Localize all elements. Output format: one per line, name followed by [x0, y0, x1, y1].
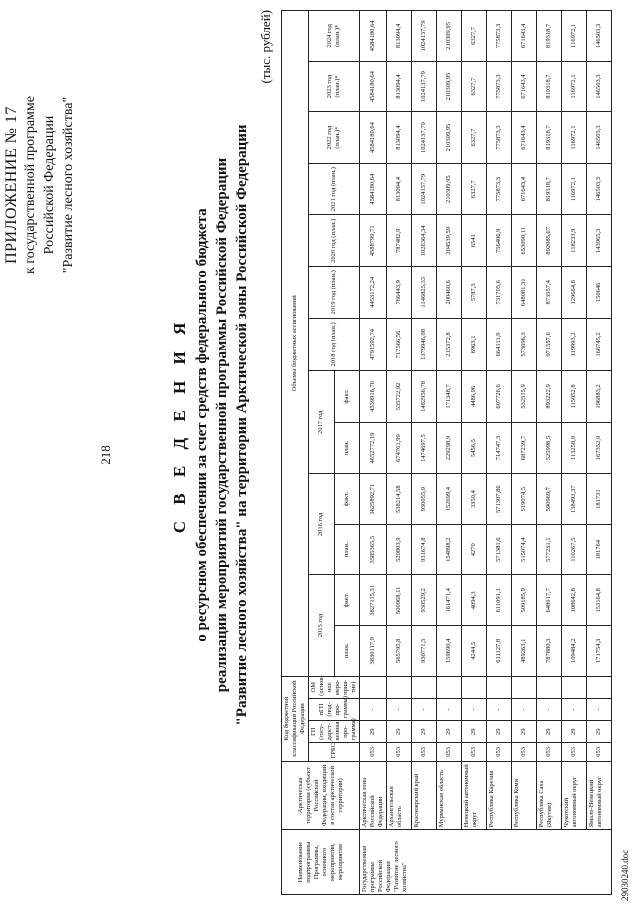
value-cell: 577231,1	[537, 524, 562, 575]
header-fact: факт.	[334, 371, 360, 423]
value-cell: 500968,11	[387, 575, 412, 626]
value-cell: 671643,4	[512, 163, 537, 215]
document-title-line: реализации мероприятий государственной программы Российской Федерации	[214, 157, 230, 693]
value-cell: 532515,9	[512, 371, 537, 423]
value-cell: 181764	[587, 524, 612, 575]
table-row	[487, 11, 512, 895]
value-cell: 153164,8	[587, 575, 612, 626]
value-cell: 200460,6	[437, 267, 462, 319]
value-cell: 607726,6	[487, 371, 512, 423]
value-cell: 813094,4	[387, 61, 412, 112]
grbs-cell: 053	[587, 743, 612, 761]
value-cell: 152699,4	[437, 474, 462, 525]
gp-cell: 29	[437, 721, 462, 743]
grbs-cell: 053	[437, 743, 462, 761]
value-cell: 671643,4	[512, 11, 537, 62]
pgp-cell: -	[512, 698, 537, 720]
value-cell: 573696,3	[512, 318, 537, 371]
value-cell: 892085,67	[537, 215, 562, 267]
pgp-cell: -	[387, 698, 412, 720]
grbs-cell: 053	[387, 743, 412, 761]
value-cell: 116972,1	[562, 112, 587, 164]
value-cell: 1024137,79	[412, 61, 437, 112]
value-cell: 971557,6	[537, 318, 562, 371]
value-cell: 146503,3	[587, 61, 612, 112]
value-cell: 509185,9	[512, 575, 537, 626]
document-title-line: о ресурсном обеспечении за счет средств федерального бюджета	[194, 208, 210, 642]
value-cell: 1026364,34	[412, 215, 437, 267]
value-cell: 146503,3	[587, 163, 612, 215]
header-name: Наименование подпрограммы Программы, основного мероприятия, мероприятия	[282, 830, 360, 895]
value-cell: 116972,1	[562, 163, 587, 215]
header-2016: 2016 год	[309, 474, 335, 575]
value-cell: 775873,3	[487, 11, 512, 62]
value-cell: 611091,1	[487, 575, 512, 626]
gp-cell: 29	[587, 721, 612, 743]
value-cell: 775873,3	[487, 61, 512, 112]
value-cell: 819318,7	[537, 11, 562, 62]
table-row	[437, 11, 462, 895]
value-cell: 717566,56	[387, 318, 412, 371]
value-cell: 167352,9	[587, 422, 612, 474]
value-cell: 215372,8	[437, 318, 462, 371]
territory-cell: Арктическая зона Российской Федерации	[360, 761, 387, 830]
header-volumes: Объемы бюджетных ассигнований	[282, 11, 309, 677]
pgp-cell: -	[487, 698, 512, 720]
value-cell: 4584180,64	[360, 112, 387, 164]
value-cell: 210309,95	[437, 61, 462, 112]
value-cell: 664111,9	[487, 318, 512, 371]
value-cell: 204539,59	[437, 215, 462, 267]
appendix-header	[2, 25, 78, 345]
value-cell: 4270	[462, 524, 487, 575]
gp-cell: 29	[412, 721, 437, 743]
pgp-cell: -	[462, 698, 487, 720]
value-cell: 4584180,64	[360, 163, 387, 215]
header-grbs: ГРБС	[309, 743, 360, 761]
value-cell: 813094,4	[387, 11, 412, 62]
header-plan: план.	[334, 626, 360, 677]
territory-cell: Ненецкий автономный округ	[462, 761, 487, 830]
grbs-cell: 053	[537, 743, 562, 761]
value-cell: 930771,5	[412, 626, 437, 677]
value-cell: 6327,7	[462, 112, 487, 164]
om-cell	[462, 676, 487, 698]
value-cell: 119993,2	[562, 318, 587, 371]
table-row	[587, 11, 612, 895]
pgp-cell: -	[562, 698, 587, 720]
value-cell: 146503,3	[587, 112, 612, 164]
document-title-line: "Развитие лесного хозяйства" на территории Арктической зоны Российской Федерации	[234, 124, 250, 726]
value-cell: 893222,9	[537, 371, 562, 423]
header-2022: 2022 год (план.)*	[309, 112, 360, 164]
value-cell: 181731	[587, 474, 612, 525]
value-cell: 210309,95	[437, 11, 462, 62]
value-cell: 813094,4	[387, 112, 412, 164]
resource-table	[281, 10, 612, 895]
document-title	[168, 95, 252, 755]
appendix-line: "Развитие лесного хозяйства"	[61, 96, 76, 274]
value-cell: 674761,99	[387, 422, 412, 474]
value-cell: 931674,8	[412, 524, 437, 575]
value-cell: 653090,11	[512, 215, 537, 267]
territory-cell: Архангельская область	[387, 761, 412, 830]
value-cell: 129664,8	[562, 267, 587, 319]
value-cell: 1024137,79	[412, 163, 437, 215]
table-row	[562, 11, 587, 895]
gp-cell: 29	[512, 721, 537, 743]
value-cell: 3830117,9	[360, 626, 387, 677]
value-cell: 229298,9	[437, 422, 462, 474]
header-2023: 2023 год (план.)*	[309, 61, 360, 112]
value-cell: 109484,2	[562, 626, 587, 677]
appendix-line: Российской Федерации	[42, 115, 57, 255]
value-cell: 4584180,64	[360, 61, 387, 112]
value-cell: 6327,7	[462, 163, 487, 215]
gp-cell: 29	[387, 721, 412, 743]
value-cell: 714747,3	[487, 422, 512, 474]
value-cell: 146503,3	[587, 11, 612, 62]
om-cell	[487, 676, 512, 698]
header-2024: 2024 год (план.)*	[309, 11, 360, 62]
value-cell: 819318,7	[537, 163, 562, 215]
value-cell: 565795,8	[387, 626, 412, 677]
value-cell: 4244,5	[462, 626, 487, 677]
value-cell: 775873,3	[487, 163, 512, 215]
grbs-cell: 053	[360, 743, 387, 761]
gp-cell: 29	[537, 721, 562, 743]
header-2019: 2019 год (план.)	[309, 267, 360, 319]
pgp-cell: -	[587, 698, 612, 720]
value-cell: 5787,3	[462, 267, 487, 319]
page-number: 218	[98, 445, 113, 465]
territory-cell: Республика Карелия	[487, 761, 512, 830]
value-cell: 196883,2	[587, 371, 612, 423]
value-cell: 930055,9	[412, 474, 437, 525]
territory-cell: Красноярский край	[412, 761, 437, 830]
value-cell: 116972,1	[562, 61, 587, 112]
value-cell: 171754,3	[587, 626, 612, 677]
footer-filename: 29030240.doc	[620, 849, 630, 901]
value-cell: 4486,96	[462, 371, 487, 423]
header-plan: план.	[334, 524, 360, 575]
value-cell: 4094,3	[462, 575, 487, 626]
om-cell	[412, 676, 437, 698]
value-cell: 159690,4	[437, 626, 462, 677]
value-cell: 525998,5	[537, 422, 562, 474]
value-cell: 519074,5	[512, 474, 537, 525]
territory-cell: Ямало-Ненецкий автономный округ	[587, 761, 612, 830]
om-cell	[512, 676, 537, 698]
header-plan: план.	[334, 422, 360, 474]
grbs-cell: 053	[412, 743, 437, 761]
value-cell: 166745,2	[587, 318, 612, 371]
om-cell	[537, 676, 562, 698]
pgp-cell: -	[360, 698, 387, 720]
header-2021: 2021 год (план.)	[309, 163, 360, 215]
grbs-cell: 053	[487, 743, 512, 761]
value-cell: 3585365,5	[360, 524, 387, 575]
value-cell: 115052,8	[562, 371, 587, 423]
value-cell: 873557,4	[537, 267, 562, 319]
value-cell: 4453172,24	[360, 267, 387, 319]
value-cell: 3625892,71	[360, 474, 387, 525]
value-cell: 118233,9	[562, 215, 587, 267]
value-cell: 4584180,64	[360, 11, 387, 62]
territory-cell: Республика Саха (Якутия)	[537, 761, 562, 830]
value-cell: 648081,31	[512, 267, 537, 319]
gp-cell: 29	[487, 721, 512, 743]
value-cell: 4791592,74	[360, 318, 387, 371]
header-2017: 2017 год	[309, 371, 335, 474]
table-row	[360, 11, 387, 895]
value-cell: 687239,7	[512, 422, 537, 474]
table-body	[360, 11, 612, 895]
value-cell: 108642,8	[562, 575, 587, 626]
value-cell: 1024137,79	[412, 112, 437, 164]
appendix-title: ПРИЛОЖЕНИЕ № 17	[3, 106, 20, 264]
value-cell: 930529,2	[412, 575, 437, 626]
header-gp: ГП (госу-дарст-венная про-грамма)	[309, 721, 360, 743]
table-row	[412, 11, 437, 895]
value-cell: 787880,3	[537, 626, 562, 677]
value-cell: 590969,7	[537, 474, 562, 525]
grbs-cell: 053	[562, 743, 587, 761]
value-cell: 571307,86	[487, 474, 512, 525]
gp-cell: 29	[360, 721, 387, 743]
territory-cell: Республика Коми	[512, 761, 537, 830]
value-cell: 4539916,76	[360, 371, 387, 423]
value-cell: 6327,7	[462, 61, 487, 112]
gp-cell: 29	[462, 721, 487, 743]
value-cell: 671643,4	[512, 61, 537, 112]
grbs-cell: 053	[462, 743, 487, 761]
value-cell: 4588799,71	[360, 215, 387, 267]
header-2020: 2020 год (план.)	[309, 215, 360, 267]
value-cell: 775873,3	[487, 112, 512, 164]
om-cell	[562, 676, 587, 698]
pgp-cell: -	[437, 698, 462, 720]
grbs-cell: 053	[512, 743, 537, 761]
value-cell: 3350,4	[462, 474, 487, 525]
value-cell: 161471,4	[437, 575, 462, 626]
om-cell	[387, 676, 412, 698]
value-cell: 113258,9	[562, 422, 587, 474]
value-cell: 150646	[587, 267, 612, 319]
value-cell: 1146825,33	[412, 267, 437, 319]
value-cell: 1474697,5	[412, 422, 437, 474]
value-cell: 1024137,79	[412, 11, 437, 62]
table-row	[462, 11, 487, 895]
value-cell: 138493,37	[562, 474, 587, 525]
value-cell: 515074,4	[512, 524, 537, 575]
territory-cell: Чукотский автономный округ	[562, 761, 587, 830]
header-codes: Код бюджетной классификации Российской Федерации	[282, 676, 309, 761]
value-cell: 6327,7	[462, 11, 487, 62]
om-cell	[360, 676, 387, 698]
value-cell: 171348,7	[437, 371, 462, 423]
value-cell: 4652772,19	[360, 422, 387, 474]
value-cell: 6963,1	[462, 318, 487, 371]
value-cell: 116972,1	[562, 11, 587, 62]
header-2015: 2015 год	[309, 575, 335, 676]
value-cell: 538214,58	[387, 474, 412, 525]
value-cell: 110267,5	[562, 524, 587, 575]
value-cell: 1379946,08	[412, 318, 437, 371]
value-cell: 648017,7	[537, 575, 562, 626]
om-cell	[587, 676, 612, 698]
table-row	[387, 11, 412, 895]
appendix-line: к государственной программе	[23, 96, 38, 274]
document-title-main: С В Е Д Е Н И Я	[170, 316, 189, 534]
value-cell: 143965,3	[587, 215, 612, 267]
header-fact: факт.	[334, 474, 360, 525]
value-cell: 520803,9	[387, 524, 412, 575]
value-cell: 210309,95	[437, 163, 462, 215]
gp-cell: 29	[562, 721, 587, 743]
value-cell: 766443,9	[387, 267, 412, 319]
table-row	[537, 11, 562, 895]
om-cell	[437, 676, 462, 698]
header-territory: Арктическая территория (субъект Российской Федерации, входящий в состав арктической территории)	[282, 761, 360, 830]
value-cell: 571381,6	[487, 524, 512, 575]
value-cell: 819318,7	[537, 61, 562, 112]
value-cell: 210309,95	[437, 112, 462, 164]
value-cell: 6541	[462, 215, 487, 267]
value-cell: 611127,8	[487, 626, 512, 677]
value-cell: 787482,9	[387, 215, 412, 267]
header-om: ОМ (основ-ное меро-прия-тие)	[309, 676, 360, 698]
value-cell: 1482956,78	[412, 371, 437, 423]
value-cell: 3827115,31	[360, 575, 387, 626]
program-name-cell: Государственная программа Российской Федерации "Развитие лесного хозяйства"	[360, 830, 612, 895]
value-cell: 671643,4	[512, 112, 537, 164]
value-cell: 756406,9	[487, 215, 512, 267]
value-cell: 5456,5	[462, 422, 487, 474]
header-fact: факт.	[334, 575, 360, 626]
value-cell: 489263,1	[512, 626, 537, 677]
territory-cell: Мурманская область	[437, 761, 462, 830]
value-cell: 819318,7	[537, 112, 562, 164]
pgp-cell: -	[412, 698, 437, 720]
table-row	[512, 11, 537, 895]
value-cell: 535722,92	[387, 371, 412, 423]
units-label: (тыс. рублей)	[258, 10, 273, 84]
pgp-cell: -	[537, 698, 562, 720]
header-pgp: пГП (под-про-грамма)	[309, 698, 360, 720]
value-cell: 154898,2	[437, 524, 462, 575]
value-cell: 731705,6	[487, 267, 512, 319]
value-cell: 813094,4	[387, 163, 412, 215]
header-2018: 2018 год (план.)	[309, 318, 360, 371]
